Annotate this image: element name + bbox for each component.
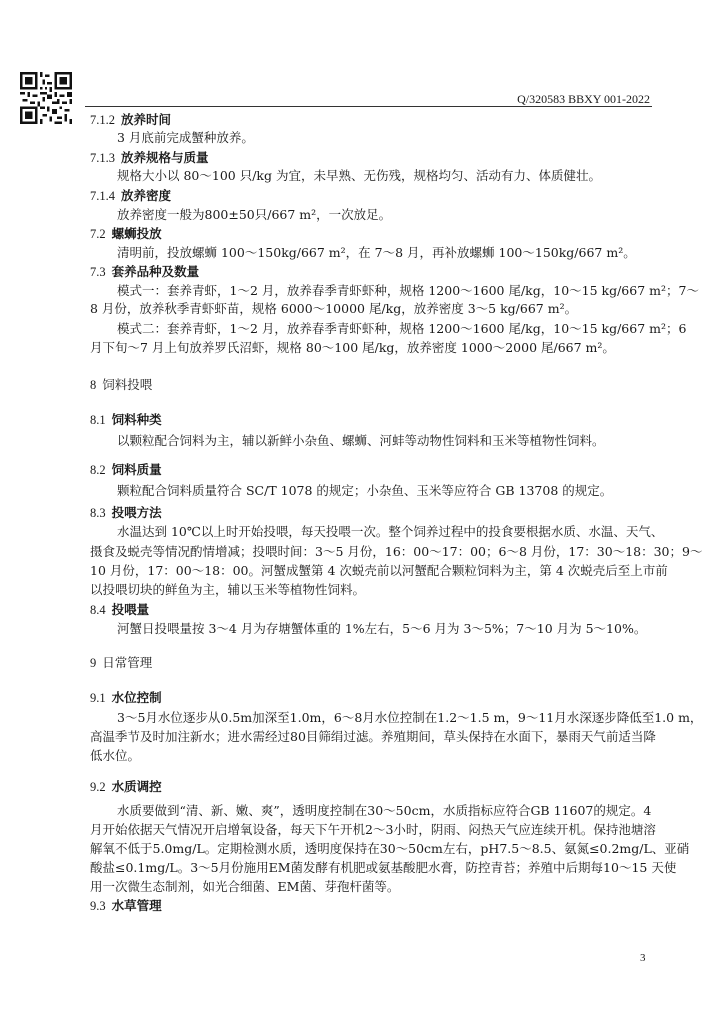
heading-number: 9.2 [90, 780, 106, 794]
heading-title: 放养时间 [121, 112, 172, 127]
subsection-heading [90, 505, 162, 521]
heading-title: 投喂量 [111, 602, 150, 617]
paragraph-line: 以颗粒配合饲料为主，辅以新鲜小杂鱼、螺蛳、河蚌等动物性饲料和玉米等植物性饲料。 [117, 433, 605, 448]
heading-number: 7.1.3 [90, 151, 115, 165]
paragraph-line: 以投喂切块的鲜鱼为主，辅以玉米等植物性饲料。 [90, 582, 366, 597]
heading-title: 饲料种类 [111, 412, 162, 427]
heading-number: 9.1 [90, 691, 106, 705]
heading-title: 套养品种及数量 [111, 264, 200, 279]
subsection-heading [90, 264, 199, 280]
paragraph-line: 解氧不低于5.0mg/L。定期检测水质，透明度保持在30～50cm左右，pH7.5～8.5、氨氮≤0.2mg/L、亚硝 [90, 841, 690, 856]
heading-title: 放养规格与质量 [121, 150, 209, 165]
page-number: 3 [640, 952, 646, 964]
heading-number: 8 [90, 378, 97, 392]
paragraph-line: 模式一：套养青虾，1～2 月，放养春季青虾虾种，规格 1200～1600 尾/kg，10～15 kg/667 m²；7～ [117, 283, 699, 298]
heading-number: 7.1.2 [90, 113, 115, 127]
paragraph-line: 10 月份，17：00～18：00。河蟹成蟹第 4 次蜕壳前以河蟹配合颗粒饲料为主，第 4 次蜕壳后至上市前 [90, 563, 668, 578]
subsection-heading [90, 112, 171, 128]
paragraph-line: 颗粒配合饲料质量符合 SC/T 1078 的规定；小杂鱼、玉米等应符合 GB 13708 的规定。 [117, 483, 613, 498]
heading-title: 饲料投喂 [102, 377, 153, 392]
subsection-heading [90, 462, 162, 478]
paragraph-line: 酸盐≤0.1mg/L。3～5月份施用EM菌发酵有机肥或氨基酸肥水膏，防控青苔；养殖中后期每10～15 天使 [90, 860, 677, 875]
paragraph-line: 清明前，投放螺蛳 100～150kg/667 m²，在 7～8 月，再补放螺蛳 100～150kg/667 m²。 [117, 245, 636, 260]
heading-number: 8.1 [90, 413, 106, 427]
paragraph-line: 高温季节及时加注新水；进水需经过80目筛绢过滤。养殖期间，草头保持在水面下，暴雨天气前适当降 [90, 729, 656, 744]
paragraph-line: 3～5月水位逐步从0.5m加深至1.0m，6～8月水位控制在1.2～1.5 m，9～11月水深逐步降低至1.0 m， [117, 710, 703, 725]
heading-title: 投喂方法 [111, 505, 162, 520]
heading-number: 7.1.4 [90, 189, 115, 203]
section-heading [90, 377, 152, 393]
paragraph-line: 河蟹日投喂量按 3～4 月为存塘蟹体重的 1%左右，5～6 月为 3～5%；7～10 月为 5～10%。 [117, 621, 647, 636]
heading-title: 水位控制 [111, 690, 162, 705]
qr-code [20, 72, 72, 124]
document-code: Q/320583 BBXY 001-2022 [517, 92, 650, 106]
heading-number: 9.3 [90, 899, 106, 913]
paragraph-line: 8 月份，放养秋季青虾虾苗，规格 6000～10000 尾/kg，放养密度 3～5 kg/667 m²。 [90, 301, 578, 316]
subsection-heading [90, 150, 209, 166]
paragraph-line: 低水位。 [90, 748, 141, 763]
paragraph-line: 月下旬～7 月上旬放养罗氏沼虾，规格 80～100 尾/kg，放养密度 1000～2000 尾/667 m²。 [90, 340, 615, 355]
section-heading [90, 655, 152, 671]
subsection-heading [90, 412, 162, 428]
heading-title: 水草管理 [111, 898, 162, 913]
paragraph-line: 水温达到 10℃以上时开始投喂，每天投喂一次。整个饲养过程中的投食要根据水质、水温、天气、 [117, 524, 664, 539]
paragraph-line: 3 月底前完成蟹种放养。 [117, 130, 254, 145]
heading-number: 8.4 [90, 603, 106, 617]
subsection-heading [90, 188, 171, 204]
heading-title: 日常管理 [102, 655, 153, 670]
paragraph-line: 月开始依据天气情况开启增氧设备，每天下午开机2～3小时，阴雨、闷热天气应连续开机。保持池塘溶 [90, 822, 656, 837]
subsection-heading [90, 690, 162, 706]
heading-number: 9 [90, 656, 97, 670]
subsection-heading [90, 898, 162, 914]
paragraph-line: 规格大小以 80～100 只/kg 为宜，未早熟、无伤残，规格均匀、活动有力、体质健壮。 [117, 168, 601, 183]
heading-title: 放养密度 [121, 188, 172, 203]
subsection-heading [90, 779, 162, 795]
heading-number: 7.2 [90, 227, 106, 241]
paragraph-line: 用一次微生态制剂，如光合细菌、EM菌、芽孢杆菌等。 [90, 879, 400, 894]
heading-number: 8.2 [90, 463, 106, 477]
paragraph-line: 模式二：套养青虾，1～2 月，放养春季青虾虾种，规格 1200～1600 尾/kg，10～15 kg/667 m²；6 [117, 321, 687, 336]
paragraph-line: 放养密度一般为800±50只/667 m²，一次放足。 [117, 207, 392, 222]
heading-title: 螺蛳投放 [111, 226, 162, 241]
subsection-heading [90, 226, 162, 242]
paragraph-line: 摄食及蜕壳等情况酌情增减；投喂时间：3～5 月份，16：00～17：00；6～8 月份，17：30～18：30；9～ [90, 544, 703, 559]
heading-number: 7.3 [90, 265, 106, 279]
paragraph-line: 水质要做到“清、新、嫩、爽”，透明度控制在30～50cm，水质指标应符合GB 11607的规定。4 [117, 803, 652, 818]
heading-title: 水质调控 [111, 779, 162, 794]
heading-number: 8.3 [90, 506, 106, 520]
header-divider [85, 106, 652, 107]
heading-title: 饲料质量 [111, 462, 162, 477]
subsection-heading [90, 602, 149, 618]
